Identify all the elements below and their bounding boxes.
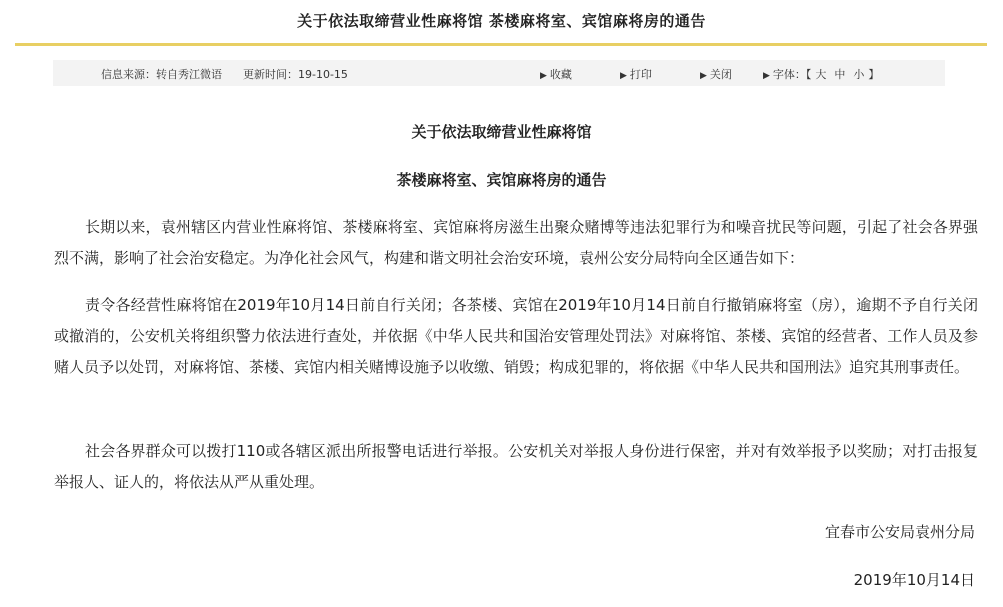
publish-date: 2019年10月14日 xyxy=(853,571,975,589)
arrow-right-icon: ▶ xyxy=(620,71,627,81)
article-paragraph: 长期以来，袁州辖区内营业性麻将馆、茶楼麻将室、宾馆麻将房滋生出聚众赌博等违法犯罪行为和噪音扰民等问题，引起了社会各界强烈不满，影响了社会治安稳定。为净化社会风气，构建和谐文明社会治安环境，袁州公安分局特向全区通告如下： xyxy=(54,218,978,267)
font-size-bracket: 】 xyxy=(868,68,880,81)
update-time: 更新时间：19-10-15 xyxy=(243,68,348,81)
arrow-right-icon: ▶ xyxy=(540,71,547,81)
favorite-button[interactable] xyxy=(540,66,572,82)
favorite-label: 收藏 xyxy=(549,68,572,81)
article-title-line-1: 关于依法取缔营业性麻将馆 xyxy=(411,123,592,141)
signature: 宜春市公安局袁州分局 xyxy=(824,523,975,541)
close-label: 关闭 xyxy=(709,68,732,81)
title-divider xyxy=(15,43,987,46)
arrow-right-icon: ▶ xyxy=(763,71,770,81)
info-bar xyxy=(53,60,945,86)
article-paragraph: 社会各界群众可以拨打110或各辖区派出所报警电话进行举报。公安机关对举报人身份进行保密，并对有效举报予以奖励；对打击报复举报人、证人的，将依法从严从重处理。 xyxy=(54,442,978,491)
font-size-label: 字体：【 xyxy=(772,68,812,81)
info-source: 信息来源：转自秀江微语 xyxy=(101,68,222,81)
article-title-line-2: 茶楼麻将室、宾馆麻将房的通告 xyxy=(396,171,607,189)
page-title: 关于依法取缔营业性麻将馆 茶楼麻将室、宾馆麻将房的通告 xyxy=(297,12,706,30)
font-small-link[interactable]: 小 xyxy=(853,68,865,81)
arrow-right-icon: ▶ xyxy=(700,71,707,81)
font-medium-link[interactable]: 中 xyxy=(834,68,846,81)
font-size-control xyxy=(763,66,879,82)
article-paragraph: 责令各经营性麻将馆在2019年10月14日前自行关闭；各茶楼、宾馆在2019年10月14日前自行撤销麻将室（房），逾期不予自行关闭或撤消的，公安机关将组织警力依法进行查处，并依据《中华人民共和国治安管理处罚法》对麻将馆、茶楼、宾馆的经营者、工作人员及参赌人员予以处罚，对麻将馆、茶楼、宾馆内相关赌博设施予以收缴、销毁；构成犯罪的，将依据《中华人民共和国刑法》追究其刑事责任。 xyxy=(54,296,978,376)
print-label: 打印 xyxy=(629,68,652,81)
close-button[interactable] xyxy=(700,66,732,82)
font-large-link[interactable]: 大 xyxy=(815,68,827,81)
print-button[interactable] xyxy=(620,66,652,82)
